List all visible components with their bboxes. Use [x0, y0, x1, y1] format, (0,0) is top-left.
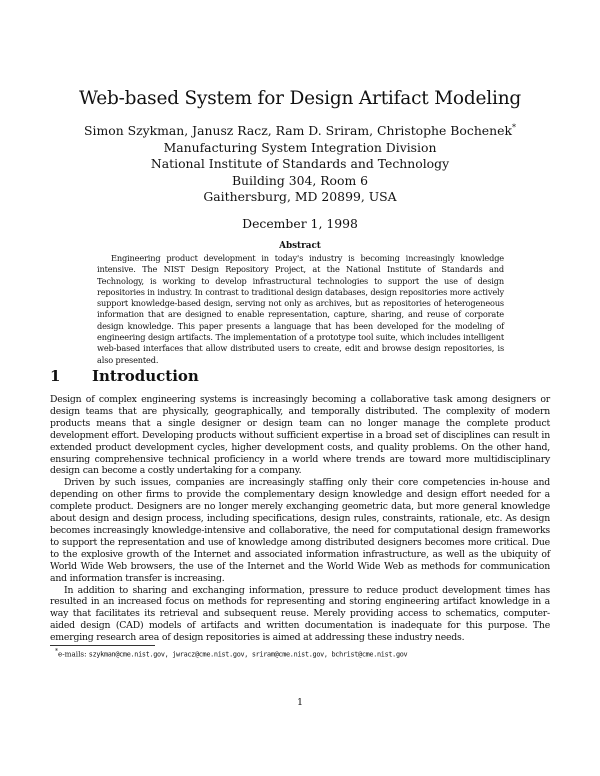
abstract-text: Engineering product development in today's industry is becoming increasingly knowledge intensive. The NIST Design Repository Project, at the National Institute of Standards and Technology, is working to develop infrastructural technologies to support the use of design repositories in industry. In contrast to traditional design databases, design repositories more actively support knowledge-based design, serving not only as archives, but as repositories of heterogeneous information that are designed to enable representation, capture, sharing, and reuse of corporate design knowledge. This paper presents a language that has been developed for the modeling of engineering design artifacts. The implementation of a prototype tool suite, which includes intelligent web-based interfaces that allow distributed users to create, edit and browse design repositories, is also presented. — [97, 253, 504, 365]
author-footnote-mark: * — [511, 123, 516, 132]
page-number: 1 — [296, 697, 304, 708]
footnote-mark: * — [55, 648, 58, 655]
affiliation-city: Gaithersburg, MD 20899, USA — [203, 189, 397, 205]
footnote-rule — [50, 645, 155, 646]
section-title: Introduction — [92, 367, 199, 385]
footnote — [55, 647, 555, 659]
author-block — [0, 120, 600, 206]
affiliation-division: Manufacturing System Integration Division — [163, 139, 437, 155]
paper-date: December 1, 1998 — [242, 216, 358, 231]
affiliation-building: Building 304, Room 6 — [231, 172, 369, 188]
paper-title: Web-based System for Design Artifact Modeling — [78, 88, 522, 109]
footnote-label: e-mails: — [58, 649, 87, 659]
author-names — [0, 120, 600, 140]
author-list: Simon Szykman, Janusz Racz, Ram D. Sriram, Christophe Bochenek — [84, 123, 512, 139]
section-number: 1 — [50, 367, 61, 385]
body-paragraph: Driven by such issues, companies are increasingly staffing only their core competencies in-house and depending on other firms to provide the complementary design knowledge and design effort needed for a complete product. Designers are no longer merely exchanging geometric data, but more general knowledge about design and design process, including specifications, design rules, constraints, rationale, etc. As design becomes increasingly knowledge-intensive and collaborative, the need for computational design frameworks to support the representation and use of knowledge among distributed designers becomes more critical. Due to the explosive growth of the Internet and associated information infrastructure, as well as the ubiquity of World Wide Web browsers, the use of the Internet and the World Wide Web as methods for communication and information transfer is increasing. — [50, 477, 550, 584]
body-paragraph: Design of complex engineering systems is increasingly becoming a collaborative task among designers or design teams that are physically, geographically, and temporally distributed. The complexity of modern products means that a single designer or design team can no longer manage the complete product development effort. Developing products without sufficient expertise in a broad set of disciplines can result in extended product development cycles, higher development costs, and quality problems. On the other hand, ensuring comprehensive technical proficiency in a world where trends are toward more multidisciplinary design can become a costly undertaking for a company. — [50, 394, 550, 477]
affiliation-institute: National Institute of Standards and Technology — [150, 156, 450, 172]
section-body — [50, 394, 550, 644]
abstract-heading: Abstract — [279, 241, 321, 251]
footnote-emails: szykman@cme.nist.gov, jwracz@cme.nist.gov, sriram@cme.nist.gov, bchrist@cme.nist.gov — [88, 650, 408, 659]
body-paragraph: In addition to sharing and exchanging information, pressure to reduce product development times has resulted in an increased focus on methods for representing and storing engineering artifact knowledge in a way that facilitates its retrieval and subsequent reuse. Merely providing access to schematics, computer-aided design (CAD) models of artifacts and written documentation is inadequate for this purpose. The emerging research area of design repositories is aimed at addressing these industry needs. — [50, 584, 550, 644]
abstract-body — [97, 253, 504, 366]
section-heading — [50, 367, 199, 385]
